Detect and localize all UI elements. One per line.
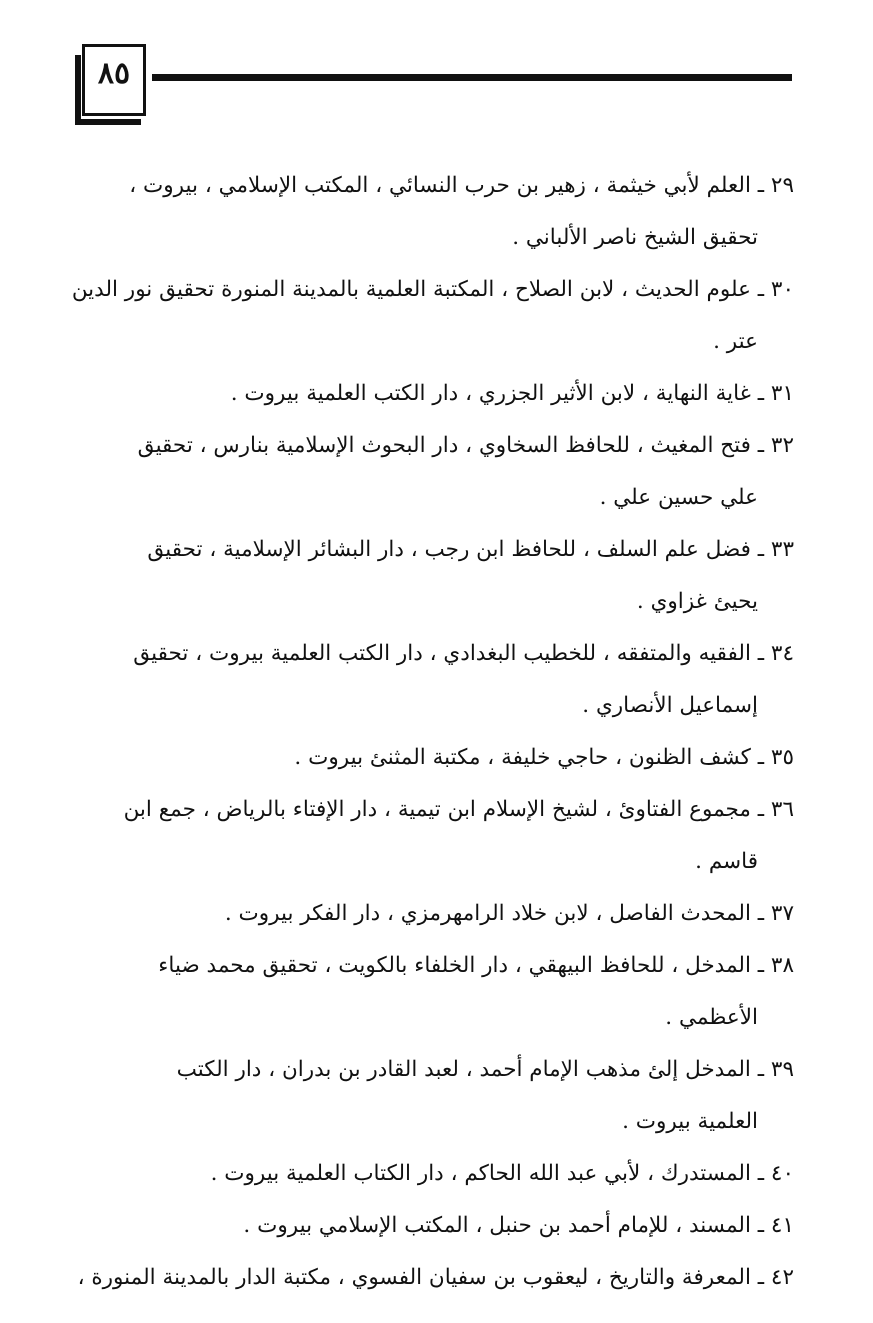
page-number-box xyxy=(82,44,146,116)
entry-line: ٣٦ ـ مجموع الفتاوئ ، لشيخ الإسلام ابن تيمية ، دار الإفتاء بالرياض ، جمع ابن xyxy=(123,797,794,822)
entry-continuation: تحقيق الشيخ ناصر الألباني . xyxy=(512,225,758,250)
entry-line: ٣٣ ـ فضل علم السلف ، للحافظ ابن رجب ، دار البشائر الإسلامية ، تحقيق xyxy=(147,537,794,562)
entry-line: ٣٢ ـ فتح المغيث ، للحافظ السخاوي ، دار البحوث الإسلامية بنارس ، تحقيق xyxy=(137,433,794,458)
entry-line: ٤١ ـ المسند ، للإمام أحمد بن حنبل ، المكتب الإسلامي بيروت . xyxy=(243,1213,794,1238)
bibliography-entry xyxy=(78,160,794,264)
entry-continuation: إسماعيل الأنصاري . xyxy=(582,693,758,718)
bibliography-entry xyxy=(78,1044,794,1148)
bibliography-entry xyxy=(78,940,794,1044)
header-rule xyxy=(152,74,792,81)
entry-continuation: العلمية بيروت . xyxy=(622,1109,758,1134)
page-number: ٨٥ xyxy=(97,56,131,91)
bibliography-entry xyxy=(78,888,794,940)
entry-line: ٢٩ ـ العلم لأبي خيثمة ، زهير بن حرب النسائي ، المكتب الإسلامي ، بيروت ، xyxy=(129,173,794,198)
bibliography-entry xyxy=(71,264,794,368)
entry-continuation: يحيئ غزاوي . xyxy=(636,589,758,614)
bibliography-entry xyxy=(78,1252,794,1304)
entry-line: ٣٥ ـ كشف الظنون ، حاجي خليفة ، مكتبة المثنئ بيروت . xyxy=(294,745,794,770)
entry-line: ٣٤ ـ الفقيه والمتفقه ، للخطيب البغدادي ، دار الكتب العلمية بيروت ، تحقيق xyxy=(133,641,794,666)
bibliography-entry xyxy=(78,524,794,628)
bibliography-entry xyxy=(78,1200,794,1252)
bibliography-entry xyxy=(78,420,794,524)
bibliography-entry xyxy=(78,784,794,888)
bibliography-entry xyxy=(78,732,794,784)
entry-continuation: قاسم . xyxy=(695,849,758,874)
bibliography-entry xyxy=(78,1148,794,1200)
bibliography-list xyxy=(71,160,794,1304)
bibliography-entry xyxy=(78,368,794,420)
bibliography-entry xyxy=(78,628,794,732)
entry-continuation: علي حسين علي . xyxy=(599,485,758,510)
entry-line: ٤٢ ـ المعرفة والتاريخ ، ليعقوب بن سفيان الفسوي ، مكتبة الدار بالمدينة المنورة ، xyxy=(77,1265,794,1290)
entry-continuation: الأعظمي . xyxy=(665,1005,758,1030)
entry-line: ٣٩ ـ المدخل إلئ مذهب الإمام أحمد ، لعبد القادر بن بدران ، دار الكتب xyxy=(176,1057,794,1082)
entry-line: ٣١ ـ غاية النهاية ، لابن الأثير الجزري ، دار الكتب العلمية بيروت . xyxy=(230,381,794,406)
entry-continuation: عتر . xyxy=(713,329,758,354)
entry-line: ٤٠ ـ المستدرك ، لأبي عبد الله الحاكم ، دار الكتاب العلمية بيروت . xyxy=(210,1161,794,1186)
entry-line: ٣٠ ـ علوم الحديث ، لابن الصلاح ، المكتبة العلمية بالمدينة المنورة تحقيق نور الدين xyxy=(71,277,794,302)
entry-line: ٣٨ ـ المدخل ، للحافظ البيهقي ، دار الخلفاء بالكويت ، تحقيق محمد ضياء xyxy=(158,953,794,978)
page-header xyxy=(0,0,873,140)
entry-line: ٣٧ ـ المحدث الفاصل ، لابن خلاد الرامهرمزي ، دار الفكر بيروت . xyxy=(224,901,794,926)
